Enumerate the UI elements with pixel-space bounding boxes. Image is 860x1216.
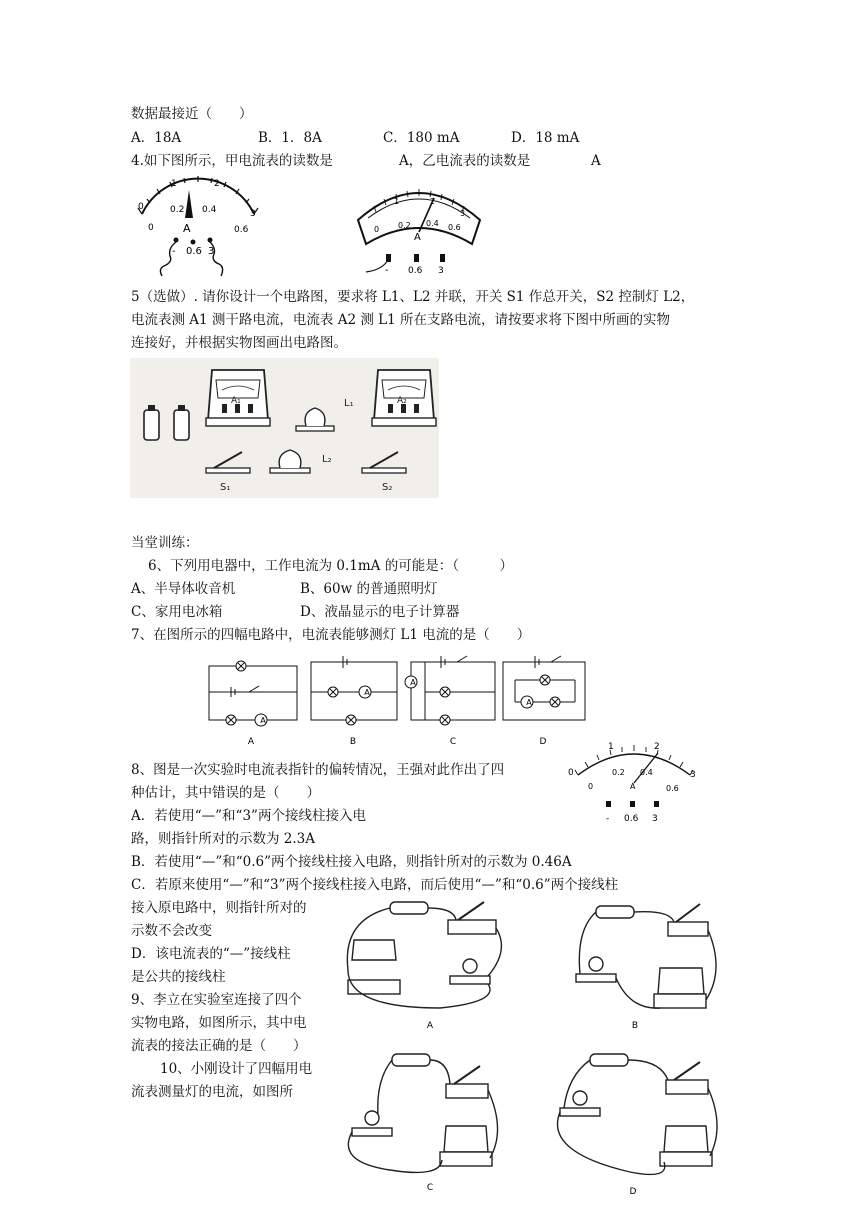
q6-stem: 6、下列用电器中，工作电流为 0.1mA 的可能是：（ ） xyxy=(148,558,513,574)
q9-label-c: C xyxy=(426,1183,434,1193)
q5-label-a2: A₂ xyxy=(397,396,407,406)
q5-label-s1: S₁ xyxy=(220,482,231,493)
q8-option-a-1: A．若使用“—”和“3”两个接线柱接入电 xyxy=(131,808,366,824)
q4-text-2: A，乙电流表的读数是 xyxy=(399,153,531,169)
q8-terminal-3: 3 xyxy=(652,814,658,824)
q5-label-l1: L₁ xyxy=(344,398,354,409)
q9-line-3: 流表的接法正确的是（ ） xyxy=(131,1038,307,1054)
jia-terminal-neg: - xyxy=(172,246,176,257)
q10-line-1: 10、小刚设计了四幅用电 xyxy=(160,1061,313,1077)
q8-upper-3: 3 xyxy=(690,770,696,780)
jia-lower-1: 0.2 xyxy=(170,205,185,215)
yi-unit: A xyxy=(414,232,421,243)
q4-text-1: 4.如下图所示，甲电流表的读数是 xyxy=(131,153,333,169)
q6-option-a: A、半导体收音机 xyxy=(131,581,236,597)
yi-lower-3: 0.6 xyxy=(448,223,461,232)
jia-terminal-3: 3 xyxy=(208,246,215,257)
q6-option-d: D、液晶显示的电子计算器 xyxy=(300,604,460,620)
yi-upper-3: 3 xyxy=(460,209,466,218)
q8-lower-3: 0.6 xyxy=(666,784,679,793)
q7-label-d: D xyxy=(539,737,547,747)
q5-components-photo xyxy=(130,358,439,498)
q8-option-d-2: 是公共的接线柱 xyxy=(131,969,226,985)
jia-unit: A xyxy=(183,222,191,235)
q8-option-c-3: 示数不会改变 xyxy=(131,923,212,939)
q8-lower-2: 0.4 xyxy=(640,768,653,777)
q8-unit: A xyxy=(630,782,636,791)
jia-upper-2: 2 xyxy=(214,179,220,189)
svg-text:A: A xyxy=(526,698,532,707)
q7-stem: 7、在图所示的四幅电路中，电流表能够测灯 L1 电流的是（ ） xyxy=(131,627,531,643)
jia-upper-3: 3 xyxy=(250,209,256,219)
q5-label-s2: S₂ xyxy=(382,482,393,493)
q3-option-d: D．18 mA xyxy=(511,130,580,146)
q9-label-b: B xyxy=(631,1021,639,1031)
q8-option-c-1: C．若原来使用“—”和“3”两个接线柱接入电路，而后使用“—”和“0.6”两个接线柱 xyxy=(131,877,619,893)
q10-line-2: 流表测量灯的电流，如图所 xyxy=(131,1084,293,1100)
q5-label-l2: L₂ xyxy=(322,454,332,465)
svg-text:A: A xyxy=(364,688,370,697)
q8-terminal-06: 0.6 xyxy=(624,814,639,824)
q6-option-b: B、60w 的普通照明灯 xyxy=(300,581,438,597)
q5-line-2: 电流表测 A1 测干路电流，电流表 A2 测 L1 所在支路电流，请按要求将下图中所画的实物 xyxy=(131,312,670,328)
q6-option-c: C、家用电冰箱 xyxy=(131,604,223,620)
q9-label-d: D xyxy=(629,1187,637,1197)
q3-option-b: B．1．8A xyxy=(258,130,322,146)
q9-line-1: 9、李立在实验室连接了四个 xyxy=(131,992,302,1008)
ammeter-yi-figure xyxy=(352,176,487,278)
q9-line-2: 实物电路，如图所示，其中电 xyxy=(131,1015,307,1031)
q8-option-d-1: D．该电流表的“—”接线柱 xyxy=(131,946,291,962)
ammeter-jia-figure xyxy=(130,172,270,282)
yi-terminal-neg: - xyxy=(385,265,389,276)
yi-lower-0: 0 xyxy=(374,225,380,234)
jia-upper-1: 1 xyxy=(171,179,177,189)
yi-upper-2: 2 xyxy=(430,197,436,206)
q3-option-c: C．180 mA xyxy=(383,130,460,146)
yi-lower-2: 0.4 xyxy=(426,219,439,228)
q5-label-a1: A₁ xyxy=(231,396,241,406)
svg-text:A: A xyxy=(410,678,416,687)
q9-label-a: A xyxy=(426,1021,434,1031)
q3-option-a: A．18A xyxy=(131,130,182,146)
jia-lower-0: 0 xyxy=(148,223,154,233)
q7-label-c: C xyxy=(449,737,457,747)
jia-terminal-06: 0.6 xyxy=(186,246,202,257)
yi-upper-1: 1 xyxy=(394,197,400,206)
q8-lower-1: 0.2 xyxy=(612,768,625,777)
jia-lower-3: 0.6 xyxy=(234,225,249,235)
yi-lower-1: 0.2 xyxy=(398,221,411,230)
q9-circuits-figure xyxy=(330,890,725,1202)
q7-circuits-figure xyxy=(205,652,590,748)
q7-label-a: A xyxy=(247,737,255,747)
q8-option-c-2: 接入原电路中，则指针所对的 xyxy=(131,900,307,916)
q5-line-3: 连接好，并根据实物图画出电路图。 xyxy=(131,335,347,351)
q8-upper-1: 1 xyxy=(608,742,614,752)
q4-text-3: A xyxy=(591,153,601,169)
q8-terminal-neg: - xyxy=(606,814,610,824)
q8-lower-0: 0 xyxy=(588,782,594,791)
q8-stem-1: 8、图是一次实验时电流表指针的偏转情况，王强对此作出了四 xyxy=(131,762,505,778)
q8-ammeter-figure xyxy=(564,737,704,829)
q8-option-a-2: 路，则指针所对的示数为 2.3A xyxy=(131,831,316,847)
q3-stem: 数据最接近（ ） xyxy=(131,106,253,122)
q8-upper-0: 0 xyxy=(568,768,574,778)
yi-terminal-06: 0.6 xyxy=(408,266,423,276)
q7-label-b: B xyxy=(349,737,357,747)
section-title: 当堂训练： xyxy=(131,535,199,551)
jia-upper-0: 0 xyxy=(138,202,144,212)
jia-lower-2: 0.4 xyxy=(202,205,217,215)
yi-terminal-3: 3 xyxy=(438,266,444,276)
q8-option-b: B．若使用“—”和“0.6”两个接线柱接入电路，则指针所对的示数为 0.46A xyxy=(131,854,572,870)
q8-upper-2: 2 xyxy=(654,742,660,752)
svg-text:A: A xyxy=(260,716,266,725)
q5-line-1: 5（选做）. 请你设计一个电路图，要求将 L1、L2 并联，开关 S1 作总开关，S2 控制灯 L2， xyxy=(131,289,695,305)
q8-stem-2: 种估计，其中错误的是（ ） xyxy=(131,785,320,801)
